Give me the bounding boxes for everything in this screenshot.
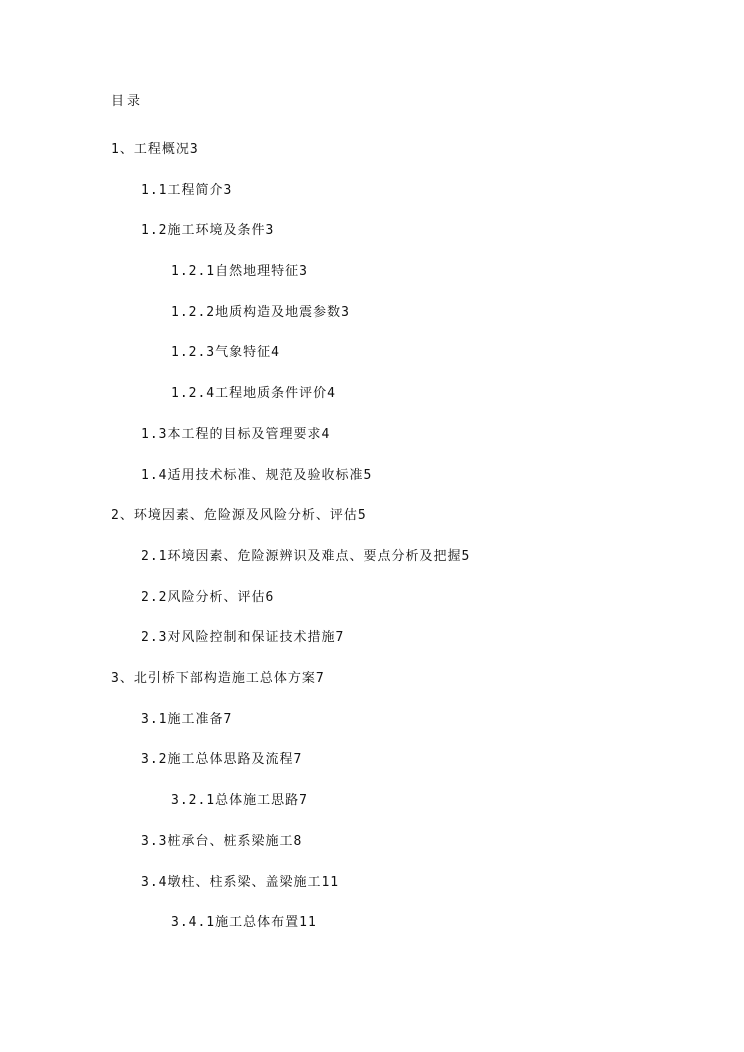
toc-entry-level-3[interactable]: 1.2.4工程地质条件评价4 bbox=[171, 386, 336, 401]
toc-entry-level-3[interactable]: 3.4.1施工总体布置11 bbox=[171, 915, 317, 930]
toc-entry-level-2[interactable]: 3.3桩承台、桩系梁施工8 bbox=[141, 834, 303, 849]
toc-entry-level-2[interactable]: 3.4墩柱、柱系梁、盖梁施工11 bbox=[141, 875, 340, 890]
toc-entry-level-1[interactable]: 1、工程概况3 bbox=[111, 142, 199, 157]
toc-entry-level-1[interactable]: 3、北引桥下部构造施工总体方案7 bbox=[111, 671, 325, 686]
toc-entry-level-2[interactable]: 1.1工程简介3 bbox=[141, 183, 233, 198]
toc-entry-level-2[interactable]: 1.3本工程的目标及管理要求4 bbox=[141, 427, 331, 442]
toc-entry-level-3[interactable]: 1.2.2地质构造及地震参数3 bbox=[171, 305, 350, 320]
toc-entry-level-2[interactable]: 2.3对风险控制和保证技术措施7 bbox=[141, 630, 345, 645]
toc-entry-level-2[interactable]: 2.1环境因素、危险源辨识及难点、要点分析及把握5 bbox=[141, 549, 471, 564]
toc-title: 目录 bbox=[111, 94, 144, 109]
toc-entry-level-2[interactable]: 2.2风险分析、评估6 bbox=[141, 590, 275, 605]
toc-entry-level-3[interactable]: 1.2.3气象特征4 bbox=[171, 345, 280, 360]
toc-entry-level-2[interactable]: 3.2施工总体思路及流程7 bbox=[141, 752, 303, 767]
toc-entry-level-2[interactable]: 1.4适用技术标准、规范及验收标准5 bbox=[141, 468, 373, 483]
toc-entry-level-3[interactable]: 1.2.1自然地理特征3 bbox=[171, 264, 308, 279]
toc-entry-level-1[interactable]: 2、环境因素、危险源及风险分析、评估5 bbox=[111, 508, 367, 523]
toc-entry-level-2[interactable]: 3.1施工准备7 bbox=[141, 712, 233, 727]
toc-entry-level-3[interactable]: 3.2.1总体施工思路7 bbox=[171, 793, 308, 808]
toc-entry-level-2[interactable]: 1.2施工环境及条件3 bbox=[141, 223, 275, 238]
